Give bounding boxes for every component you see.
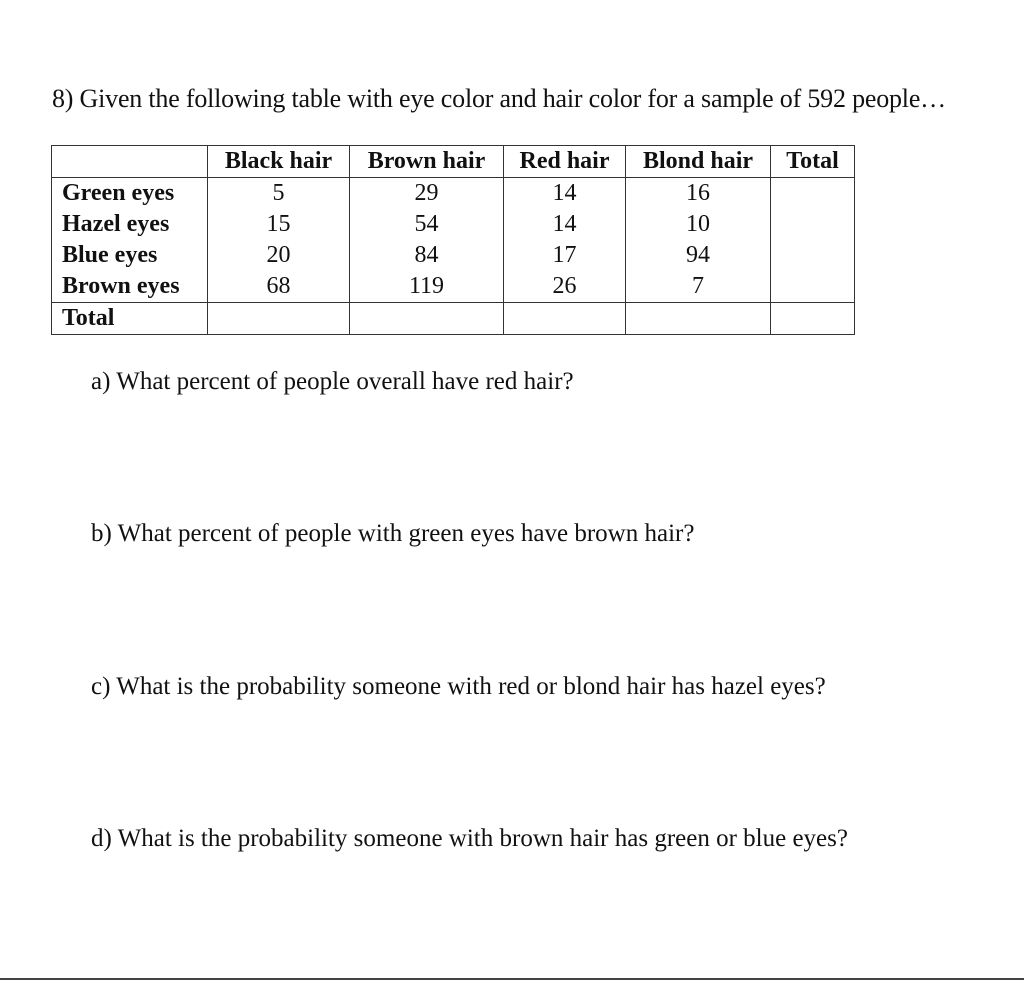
table-cell: 54 (350, 209, 504, 240)
row-label: Hazel eyes (52, 209, 208, 240)
table-cell: 29 (350, 178, 504, 210)
table-cell: 68 (208, 271, 350, 303)
table-cell: 94 (626, 240, 771, 271)
header-cell-brown-hair: Brown hair (350, 146, 504, 178)
header-cell-black-hair: Black hair (208, 146, 350, 178)
table-cell: 14 (504, 178, 626, 210)
header-cell-total: Total (771, 146, 855, 178)
question-a: a) What percent of people overall have red hair? (91, 368, 574, 395)
header-cell-empty (52, 146, 208, 178)
table-cell-total (771, 240, 855, 271)
table-row-blue-eyes (52, 240, 855, 271)
table-cell: 16 (626, 178, 771, 210)
table-row-green-eyes (52, 178, 855, 210)
table-cell-total (771, 178, 855, 210)
table-cell-total (771, 271, 855, 303)
table-cell: 26 (504, 271, 626, 303)
table-cell-grand-total (771, 303, 855, 335)
header-cell-red-hair: Red hair (504, 146, 626, 178)
table-cell: 5 (208, 178, 350, 210)
table-cell: 17 (504, 240, 626, 271)
table-row-brown-eyes (52, 271, 855, 303)
table-cell: 15 (208, 209, 350, 240)
row-label: Total (52, 303, 208, 335)
question-d: d) What is the probability someone with brown hair has green or blue eyes? (91, 825, 848, 852)
table-cell: 84 (350, 240, 504, 271)
table-cell-total (504, 303, 626, 335)
table-cell: 14 (504, 209, 626, 240)
contingency-table (51, 145, 855, 335)
question-c: c) What is the probability someone with red or blond hair has hazel eyes? (91, 673, 826, 700)
header-cell-blond-hair: Blond hair (626, 146, 771, 178)
table-cell-total (208, 303, 350, 335)
row-label: Brown eyes (52, 271, 208, 303)
table-cell: 20 (208, 240, 350, 271)
table-header-row (52, 146, 855, 178)
table-cell: 119 (350, 271, 504, 303)
question-b: b) What percent of people with green eyes have brown hair? (91, 520, 695, 547)
row-label: Blue eyes (52, 240, 208, 271)
table-cell: 10 (626, 209, 771, 240)
table-row-total (52, 303, 855, 335)
page-bottom-divider (0, 978, 1024, 980)
table-cell: 7 (626, 271, 771, 303)
table-cell-total (350, 303, 504, 335)
table-cell-total (771, 209, 855, 240)
row-label: Green eyes (52, 178, 208, 210)
problem-statement: 8) Given the following table with eye color and hair color for a sample of 592 people… (52, 84, 946, 113)
table-row-hazel-eyes (52, 209, 855, 240)
table-cell-total (626, 303, 771, 335)
